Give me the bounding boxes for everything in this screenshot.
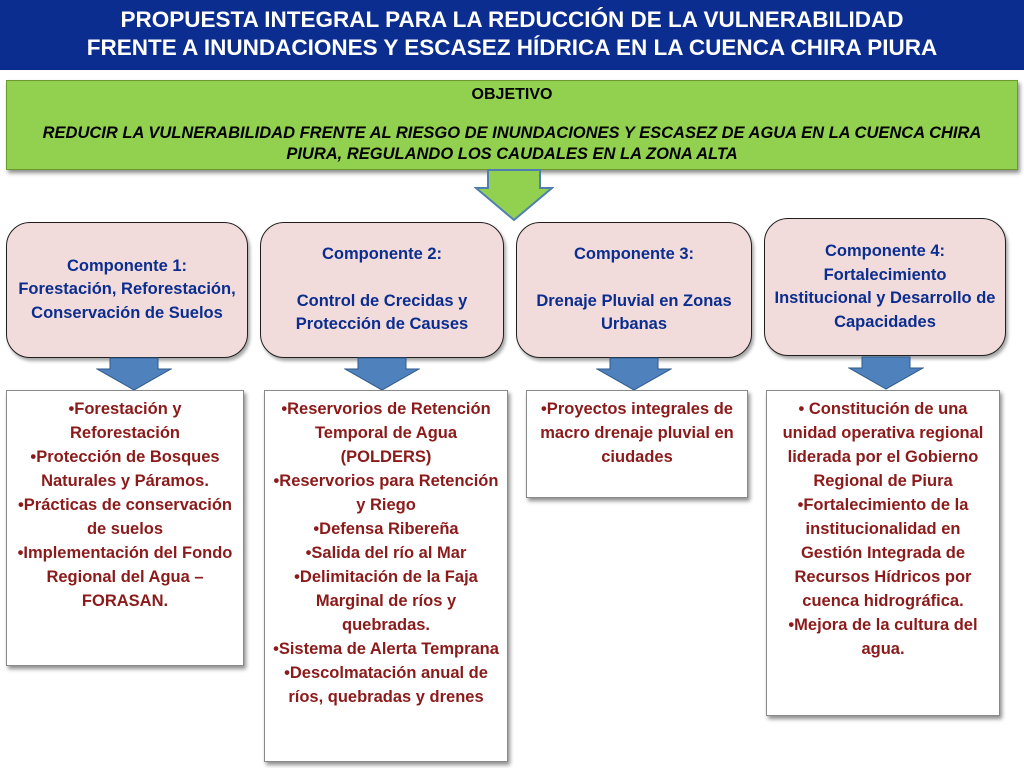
page-title-banner (0, 0, 1024, 70)
list-item: •Fortalecimiento de la institucionalidad en Gestión Integrada de Recursos Hídricos por cuenca hidrográfica. (794, 496, 972, 610)
component-4-description: Fortalecimiento Institucional y Desarrollo de Capacidades (774, 265, 996, 331)
list-item: •Sistema de Alerta Temprana (273, 640, 499, 658)
component-1-description: Forestación, Reforestación, Conservación de Suelos (18, 280, 236, 322)
component-3-description: Drenaje Pluvial en Zonas Urbanas (536, 291, 732, 334)
list-item: •Protección de Bosques Naturales y Páramos. (30, 448, 220, 490)
list-item: •Descolmatación anual de ríos, quebradas y drenes (284, 664, 488, 706)
component-2-description: Control de Crecidas y Protección de Causes (295, 291, 469, 334)
component-4-down-arrow-icon (848, 356, 924, 390)
component-2-box (260, 222, 504, 358)
component-2-down-arrow-icon (344, 357, 420, 391)
list-item: •Reservorios de Retención Temporal de Agua (POLDERS) (281, 400, 491, 466)
component-3-title: Componente 3: (573, 245, 695, 264)
list-item: •Proyectos integrales de macro drenaje pluvial en ciudades (540, 400, 734, 466)
objective-box (6, 80, 1018, 170)
objective-text: REDUCIR LA VULNERABILIDAD FRENTE AL RIESGO DE INUNDACIONES Y ESCASEZ DE AGUA EN LA CUENCA CHIRA PIURA, REGULANDO LOS CAUDALES EN LA ZONA ALTA (42, 124, 982, 163)
objective-title: OBJETIVO (471, 86, 553, 103)
component-3-down-arrow-icon (596, 357, 672, 391)
list-item: •Reservorios para Retención y Riego (273, 472, 499, 514)
component-2-actions-list (264, 390, 508, 762)
objective-down-arrow-icon (474, 168, 554, 222)
component-1-actions-list (6, 390, 244, 666)
list-item: •Prácticas de conservación de suelos (18, 496, 232, 538)
list-item: •Mejora de la cultura del agua. (788, 616, 978, 658)
component-4-actions-list (766, 390, 1000, 716)
list-item: •Defensa Ribereña (313, 520, 459, 538)
component-3-actions-list (526, 390, 748, 498)
list-item: • Constitución de una unidad operativa regional liderada por el Gobierno Regional de Piura (782, 400, 984, 490)
list-item: •Implementación del Fondo Regional del Agua – FORASAN. (17, 544, 233, 610)
component-2-title: Componente 2: (321, 245, 443, 264)
component-3-box (516, 222, 752, 358)
title-line-1: PROPUESTA INTEGRAL PARA LA REDUCCIÓN DE LA VULNERABILIDAD (120, 7, 904, 32)
component-4-title: Componente 4: (824, 242, 946, 260)
title-line-2: FRENTE A INUNDACIONES Y ESCASEZ HÍDRICA EN LA CUENCA CHIRA PIURA (86, 35, 938, 60)
list-item: •Delimitación de la Faja Marginal de ríos y quebradas. (294, 568, 478, 634)
component-1-down-arrow-icon (96, 357, 172, 391)
component-4-box (764, 218, 1006, 356)
list-item: •Forestación y Reforestación (68, 400, 182, 442)
list-item: •Salida del río al Mar (305, 544, 467, 562)
component-1-title: Componente 1: (66, 256, 188, 275)
component-1-box (6, 222, 248, 358)
